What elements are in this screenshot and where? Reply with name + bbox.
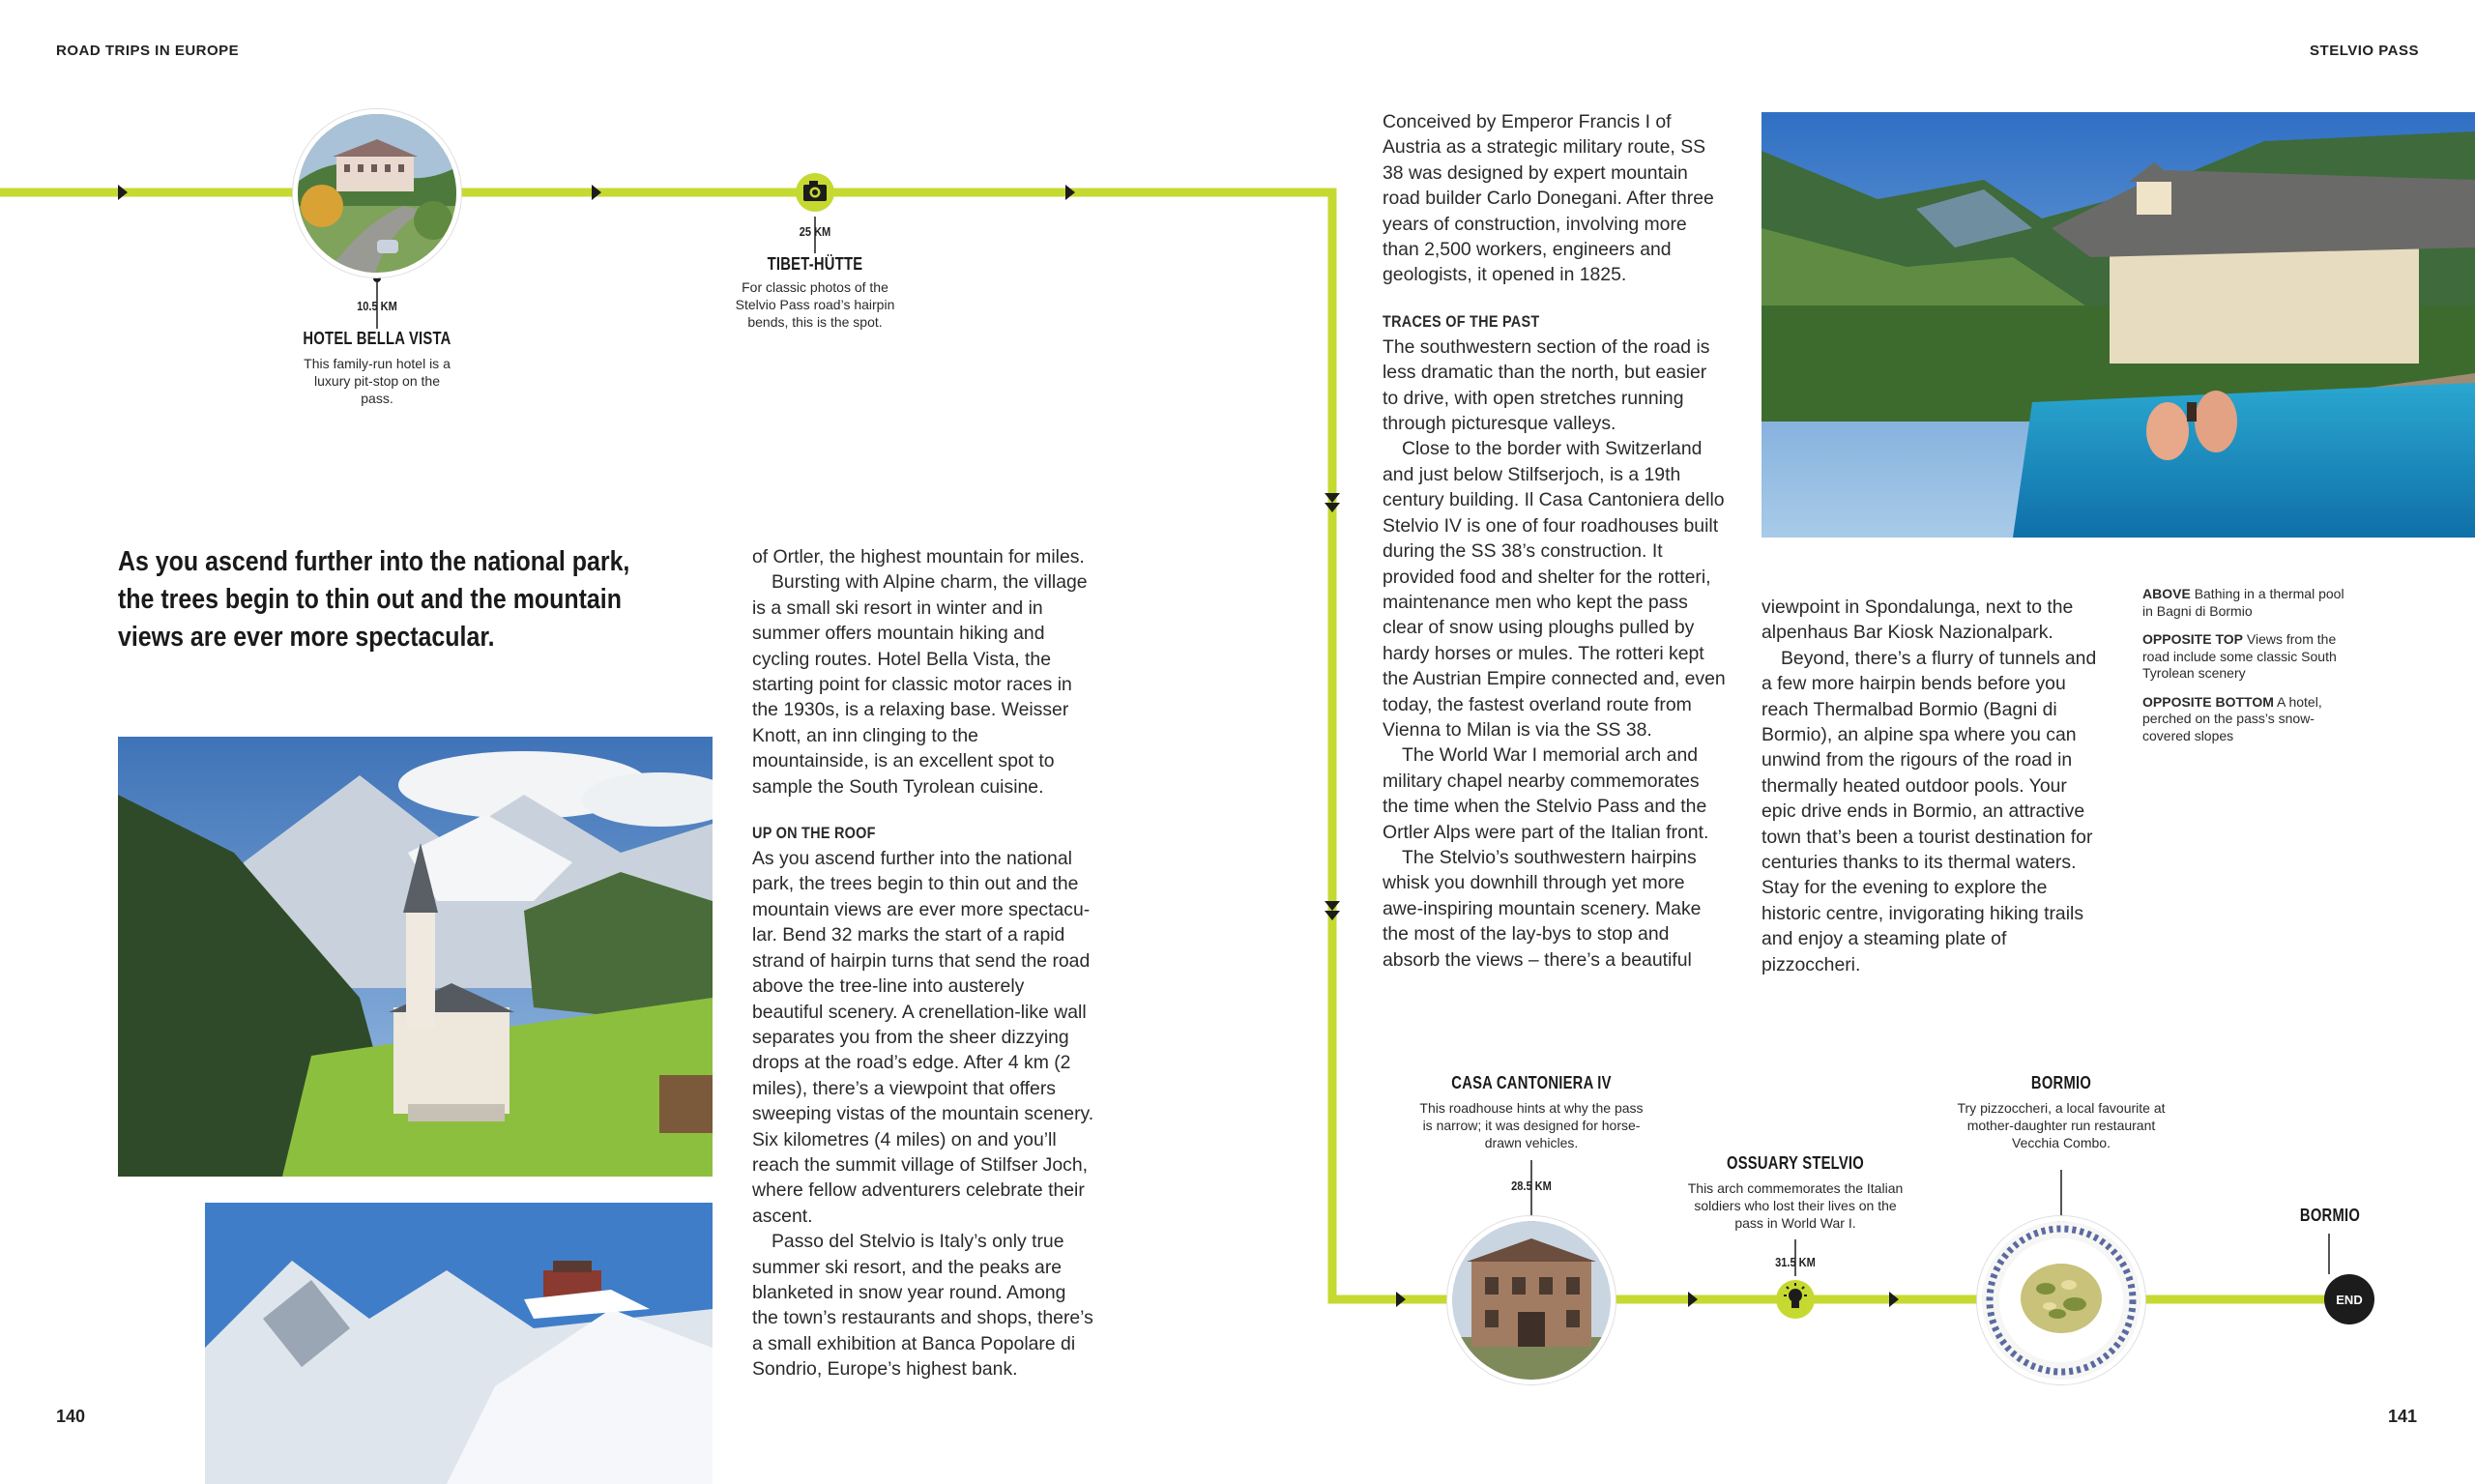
section-heading: TRACES OF THE PAST [1383,311,1540,331]
end-badge: END [2324,1274,2374,1324]
roadhouse-photo [1447,1216,1616,1384]
stop-distance: 31.5 KM [1775,1255,1816,1269]
caption-label: OPPOSITE TOP [2142,631,2243,647]
body-paragraph: of Ortler, the highest mountain for miles. [752,546,1085,567]
church-valley-photo [118,737,713,1177]
stop-distance: 10.5 KM [357,299,397,313]
direction-arrow [1325,911,1340,920]
stop-name: OSSUARY STELVIO [1726,1153,1865,1173]
direction-arrow [1396,1292,1406,1307]
direction-arrow [1889,1292,1899,1307]
caption-above [2142,586,2355,620]
running-head-left: ROAD TRIPS IN EUROPE [56,43,240,59]
stop-name: CASA CANTONIERA IV [1451,1073,1612,1092]
stop-description: This roadhouse hints at why the pass is narrow; it was designed for horse-drawn vehicles. [1419,1100,1644,1150]
body-paragraph: The southwestern section of the road is less dramatic than the north, but easier to drive, with open stretches running through picturesque valleys. [1383,335,1710,435]
stop-distance: 25 KM [799,224,831,239]
caption-opposite-top [2142,631,2355,683]
pull-quote: As you ascend further into the national park, the trees begin to thin out and the mountain views are ever more spectacular. [118,546,630,653]
body-paragraph: Close to the border with Switzerland and just below Stilfserjoch, is a 19th century building. Il Casa Cantoniera dello Stelvio IV is one of four roadhouses built during the SS 38’s construction. It provided food and shelter for the rotteri, maintenance men who kept the pass clear of snow using ploughs pulled by hardy horses or mules. The rotteri kept the Austrian Empire connected and, even today, the fastest overland route from Vienna to Milan is via the SS 38. [1383,438,1726,741]
hotel-photo [293,109,461,277]
body-column-2 [1383,109,1727,973]
body-paragraph: Passo del Stelvio is Italy’s only true summer ski resort, and the peaks are blanketed in snow year round. Among the town’s restaurants and shops, there’s a small exhibition at Banca Popolare di Sondrio, Europe’s highest bank. [752,1231,1093,1381]
body-paragraph: The World War I memorial arch and military chapel nearby commemorates the time when the Stelvio Pass and the Ortler Alps were part of the Italian front. [1383,744,1709,843]
caption-text: Bathing in a thermal pool in Bagni di Bormio [2142,586,2344,619]
stop-description: Try pizzoccheri, a local favourite at mother-daughter run restaurant Vecchia Combo. [1957,1100,2166,1150]
body-column-3 [1762,595,2106,977]
section-heading: UP ON THE ROOF [752,824,876,843]
direction-arrow [1325,901,1340,911]
direction-arrow [1325,503,1340,512]
stop-distance: 28.5 KM [1511,1178,1552,1193]
stop-name: HOTEL BELLA VISTA [303,329,451,348]
lightbulb-icon [1776,1280,1815,1319]
thermal-pool-photo [1762,112,2475,538]
stop-name: TIBET-HÜTTE [767,254,863,274]
body-column-1 [752,544,1096,1382]
page-number-left: 140 [56,1407,86,1426]
pizzoccheri-photo [1977,1216,2145,1384]
body-paragraph: Beyond, there’s a flurry of tunnels and a few more hairpin bends before you reach Thermalbad Bormio (Bagni di Bormio), an alpine spa where you can unwind from the rigours of the road in thermally heated outdoor pools. Your epic drive ends in Bormio, an attractive town that’s been a tourist destination for centuries thanks to its thermal waters. Stay for the evening to explore the historic centre, invigorating hiking trails and enjoy a steaming plate of pizzoccheri. [1762,647,2097,975]
photo-captions [2142,586,2355,756]
caption-opposite-bottom [2142,694,2355,745]
direction-arrow [1688,1292,1698,1307]
caption-label: OPPOSITE BOTTOM [2142,693,2274,710]
body-paragraph: viewpoint in Spondalunga, next to the alpenhaus Bar Kiosk Nazionalpark. [1762,597,2074,644]
body-paragraph: The Stelvio’s southwestern hairpins whisk you downhill through yet more awe-inspiring mountain scenery. Make the most of the lay-bys to stop and absorb the views – there’s a beautiful [1383,846,1702,971]
direction-arrow [1325,493,1340,503]
direction-arrow [118,185,128,200]
running-head-right: STELVIO PASS [2310,43,2419,59]
direction-arrow [1065,185,1075,200]
direction-arrow [592,185,601,200]
snowy-hotel-photo [205,1203,713,1484]
body-paragraph: Conceived by Emperor Francis I of Austria as a strategic military route, SS 38 was designed by expert mountain road builder Carlo Donegani. After three years of construction, involving more than 2,500 workers, engineers and geologists, it opened in 1825. [1383,111,1714,286]
stop-name: BORMIO [2299,1206,2361,1225]
stop-description: For classic photos of the Stelvio Pass road’s hairpin bends, this is the spot. [735,279,895,330]
caption-label: ABOVE [2142,586,2191,601]
stop-name: BORMIO [2030,1073,2092,1092]
stop-description: This arch commemorates the Italian soldiers who lost their lives on the pass in World War I. [1687,1180,1904,1231]
caption-text: A hotel, perched on the pass’s snow-covered slopes [2142,693,2322,743]
body-paragraph: Bursting with Alpine charm, the village is a small ski resort in winter and in summer offers mountain hiking and cycling routes. Hotel Bella Vista, the starting point for classic motor races in the 1930s, is a relaxing base. Weisser Knott, an inn clinging to the mountainside, is an excellent spot to sample the South Tyrolean cuisine. [752,571,1088,798]
stop-description: This family-run hotel is a luxury pit-stop on the pass. [304,356,451,406]
page-number-right: 141 [2387,1407,2417,1426]
caption-text: Views from the road include some classic South Tyrolean scenery [2142,631,2337,681]
camera-icon [796,173,834,212]
body-paragraph: As you ascend further into the national park, the trees begin to thin out and the mountain views are ever more spectacu-lar. Bend 32 marks the start of a rapid strand of hairpin turns that send the road above the tree-line into austerely beautiful scenery. A crenellation-like wall separates you from the sheer dizzying drops at the road’s edge. After 4 km (2 miles), there’s a viewpoint that offers sweeping vistas of the mountain scenery. Six kilometres (4 miles) on and you’ll reach the summit village of Stilfser Joch, where fellow adventurers celebrate their ascent. [752,848,1094,1227]
